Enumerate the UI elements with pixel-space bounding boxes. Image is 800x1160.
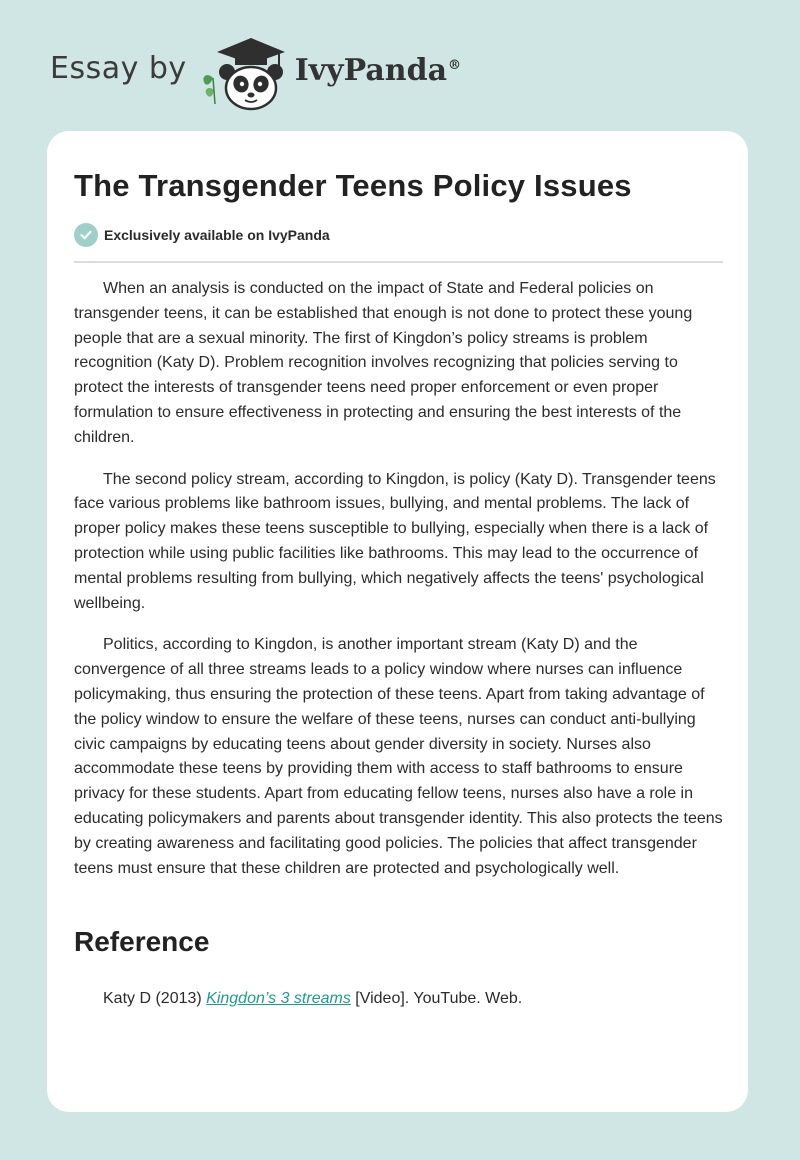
title-divider [74, 261, 723, 263]
reference-entry-suffix: [Video]. YouTube. Web. [350, 990, 523, 1007]
brand-name: IvyPanda® [294, 52, 462, 88]
brand-prefix: Essay by [50, 50, 187, 86]
check-circle-icon [74, 223, 98, 247]
panda-graduation-cap-logo-icon[interactable] [199, 32, 291, 112]
essay-card [47, 131, 748, 1112]
reference-heading: Reference [74, 926, 210, 957]
reference-entry [103, 987, 522, 1011]
essay-paragraph: Politics, according to Kingdon, is another important stream (Katy D) and the convergence of all three streams leads to a policy window where nurses can influence policymaking, thus ensuring the protection of these teens. Apart from taking advantage of the policy window to ensure the welfare of these teens, nurses can conduct anti-bullying civic campaigns by educating teens about gender diversity in society. Nurses also accommodate these teens by providing them with access to staff bathrooms to ensure privacy for these students. Apart from educating fellow teens, nurses also have a role in educating policymakers and parents about transgender identity. This also protects the teens by creating awareness and facilitating good policies. The policies that affect transgender teens must ensure that these children are protected and psychologically well. [74, 636, 723, 877]
essay-paragraph: The second policy stream, according to Kingdon, is policy (Katy D). Transgender teens face various problems like bathroom issues, bullying, and mental problems. The lack of proper policy makes these teens susceptible to bullying, especially when there is a lack of protection while using public facilities like bathrooms. This may lead to the occurrence of mental problems resulting from bullying, which negatively affects the teens' psychological wellbeing. [74, 470, 716, 612]
brand-header [50, 32, 461, 112]
essay-paragraph: When an analysis is conducted on the impact of State and Federal policies on transgender teens, it can be established that enough is not done to protect these young people that are a sexual minority. The first of Kingdon’s policy streams is problem recognition (Katy D). Problem recognition involves recognizing that policies serving to protect the interests of transgender teens need proper enforcement or even proper formulation to ensure effectiveness in protecting and ensuring the best interests of the children. [74, 280, 693, 446]
essay-body [74, 277, 724, 898]
exclusive-badge-text: Exclusively available on IvyPanda [104, 227, 330, 243]
exclusive-badge [74, 223, 330, 247]
page-title: The Transgender Teens Policy Issues [74, 168, 632, 203]
reference-entry-prefix: Katy D (2013) [103, 990, 207, 1007]
reference-video-link[interactable]: Kingdon’s 3 streams [206, 990, 351, 1007]
